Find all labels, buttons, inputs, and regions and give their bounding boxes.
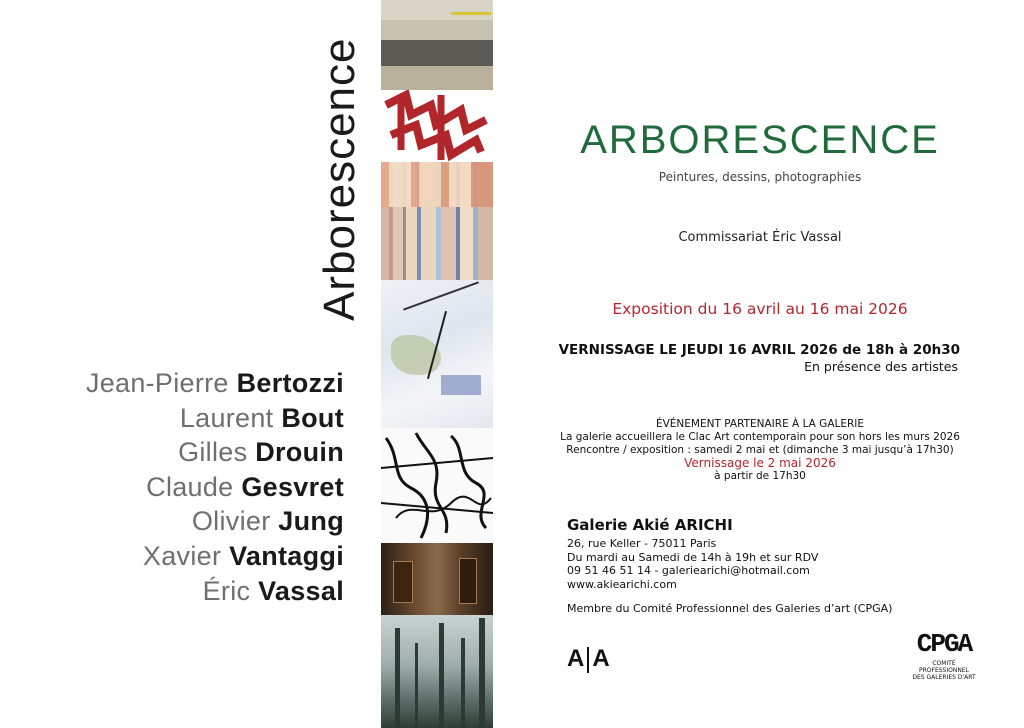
artwork-detail bbox=[461, 638, 465, 728]
logo-letter: A bbox=[567, 645, 585, 672]
cpga-mark: CPGA bbox=[916, 629, 972, 659]
artwork-detail bbox=[395, 628, 400, 728]
gallery-address: 26, rue Keller - 75011 Paris bbox=[567, 537, 717, 550]
vertical-title: Arborescence bbox=[315, 37, 364, 321]
artist-first-name: Laurent bbox=[179, 402, 274, 433]
partner-line: à partir de 17h30 bbox=[714, 470, 806, 482]
artist-last-name: Bout bbox=[281, 402, 344, 433]
logo-letter: A bbox=[592, 645, 610, 672]
partner-event bbox=[530, 418, 990, 483]
artwork-ink-drawing bbox=[381, 428, 493, 543]
artist-first-name: Olivier bbox=[191, 506, 271, 537]
cpga-logo bbox=[912, 630, 976, 681]
exhibition-subtitle: Peintures, dessins, photographies bbox=[658, 170, 862, 184]
vernissage-line: VERNISSAGE LE JEUDI 16 AVRIL 2026 de 18h à 20h30 bbox=[558, 342, 960, 358]
artist-name bbox=[86, 435, 344, 470]
exhibition-title: ARBORESCENCE bbox=[580, 118, 940, 162]
gallery-info bbox=[567, 537, 818, 591]
ink-drawing bbox=[381, 428, 493, 543]
artwork-painting-grey bbox=[381, 0, 493, 90]
artist-name bbox=[86, 574, 344, 609]
cpga-text bbox=[912, 660, 976, 681]
artist-name bbox=[86, 366, 344, 401]
vernissage-note: En présence des artistes bbox=[804, 359, 958, 374]
artwork-abstract-drawing bbox=[381, 280, 493, 428]
artwork-detail bbox=[441, 375, 481, 395]
artwork-detail bbox=[479, 618, 485, 728]
artist-first-name: Jean-Pierre bbox=[85, 368, 229, 398]
artwork-detail bbox=[415, 643, 418, 728]
partner-highlight: Vernissage le 2 mai 2026 bbox=[684, 456, 836, 470]
artwork-red-maze bbox=[381, 90, 493, 162]
artist-first-name: Éric bbox=[202, 575, 251, 606]
artwork-interior-photo bbox=[381, 543, 493, 615]
artwork-detail bbox=[381, 162, 493, 207]
artwork-detail bbox=[439, 623, 444, 728]
partner-line: La galerie accueillera le Clac Art contemporain pour son hors les murs 2026 bbox=[560, 431, 960, 443]
artwork-detail bbox=[403, 281, 479, 310]
cpga-line: DES GALERIES D'ART bbox=[912, 674, 976, 681]
gallery-name: Galerie Akié ARICHI bbox=[567, 516, 733, 534]
artist-first-name: Gilles bbox=[178, 437, 248, 468]
curator: Commissariat Éric Vassal bbox=[678, 230, 842, 245]
artist-name bbox=[86, 470, 344, 505]
artwork-stripes bbox=[381, 162, 493, 280]
logo-divider bbox=[587, 647, 589, 673]
artist-list bbox=[86, 366, 344, 608]
gallery-contact[interactable]: 09 51 46 51 14 - galeriearichi@hotmail.com bbox=[567, 564, 810, 577]
cpga-line: COMITÉ PROFESSIONNEL bbox=[919, 660, 969, 674]
artist-name bbox=[86, 504, 344, 539]
exhibition-dates: Exposition du 16 avril au 16 mai 2026 bbox=[612, 300, 908, 318]
artist-first-name: Claude bbox=[146, 471, 234, 502]
gallery-membership: Membre du Comité Professionnel des Galeries d’art (CPGA) bbox=[567, 602, 893, 615]
gallery-website[interactable]: www.akiearichi.com bbox=[567, 577, 677, 591]
red-maze-drawing bbox=[381, 90, 493, 162]
artist-last-name: Vassal bbox=[258, 575, 344, 606]
artwork-forest-photo bbox=[381, 615, 493, 728]
gallery-hours: Du mardi au Samedi de 14h à 19h et sur RDV bbox=[567, 550, 819, 564]
artist-last-name: Bertozzi bbox=[236, 368, 344, 398]
artwork-detail bbox=[451, 12, 491, 15]
partner-line: Rencontre / exposition : samedi 2 mai et (dimanche 3 mai jusqu’à 17h30) bbox=[566, 444, 954, 456]
artist-last-name: Jung bbox=[278, 506, 344, 537]
artist-last-name: Vantaggi bbox=[229, 540, 344, 571]
artwork-strip bbox=[381, 0, 493, 728]
artist-name bbox=[86, 401, 344, 436]
partner-heading: ÉVÉNEMENT PARTENAIRE À LA GALERIE bbox=[655, 418, 865, 430]
artist-last-name: Drouin bbox=[255, 437, 344, 468]
artwork-detail bbox=[393, 561, 413, 603]
artist-name bbox=[86, 539, 344, 574]
artist-last-name: Gesvret bbox=[241, 471, 344, 502]
artist-first-name: Xavier bbox=[142, 540, 222, 571]
artwork-detail bbox=[459, 558, 477, 604]
gallery-logo bbox=[567, 645, 610, 673]
